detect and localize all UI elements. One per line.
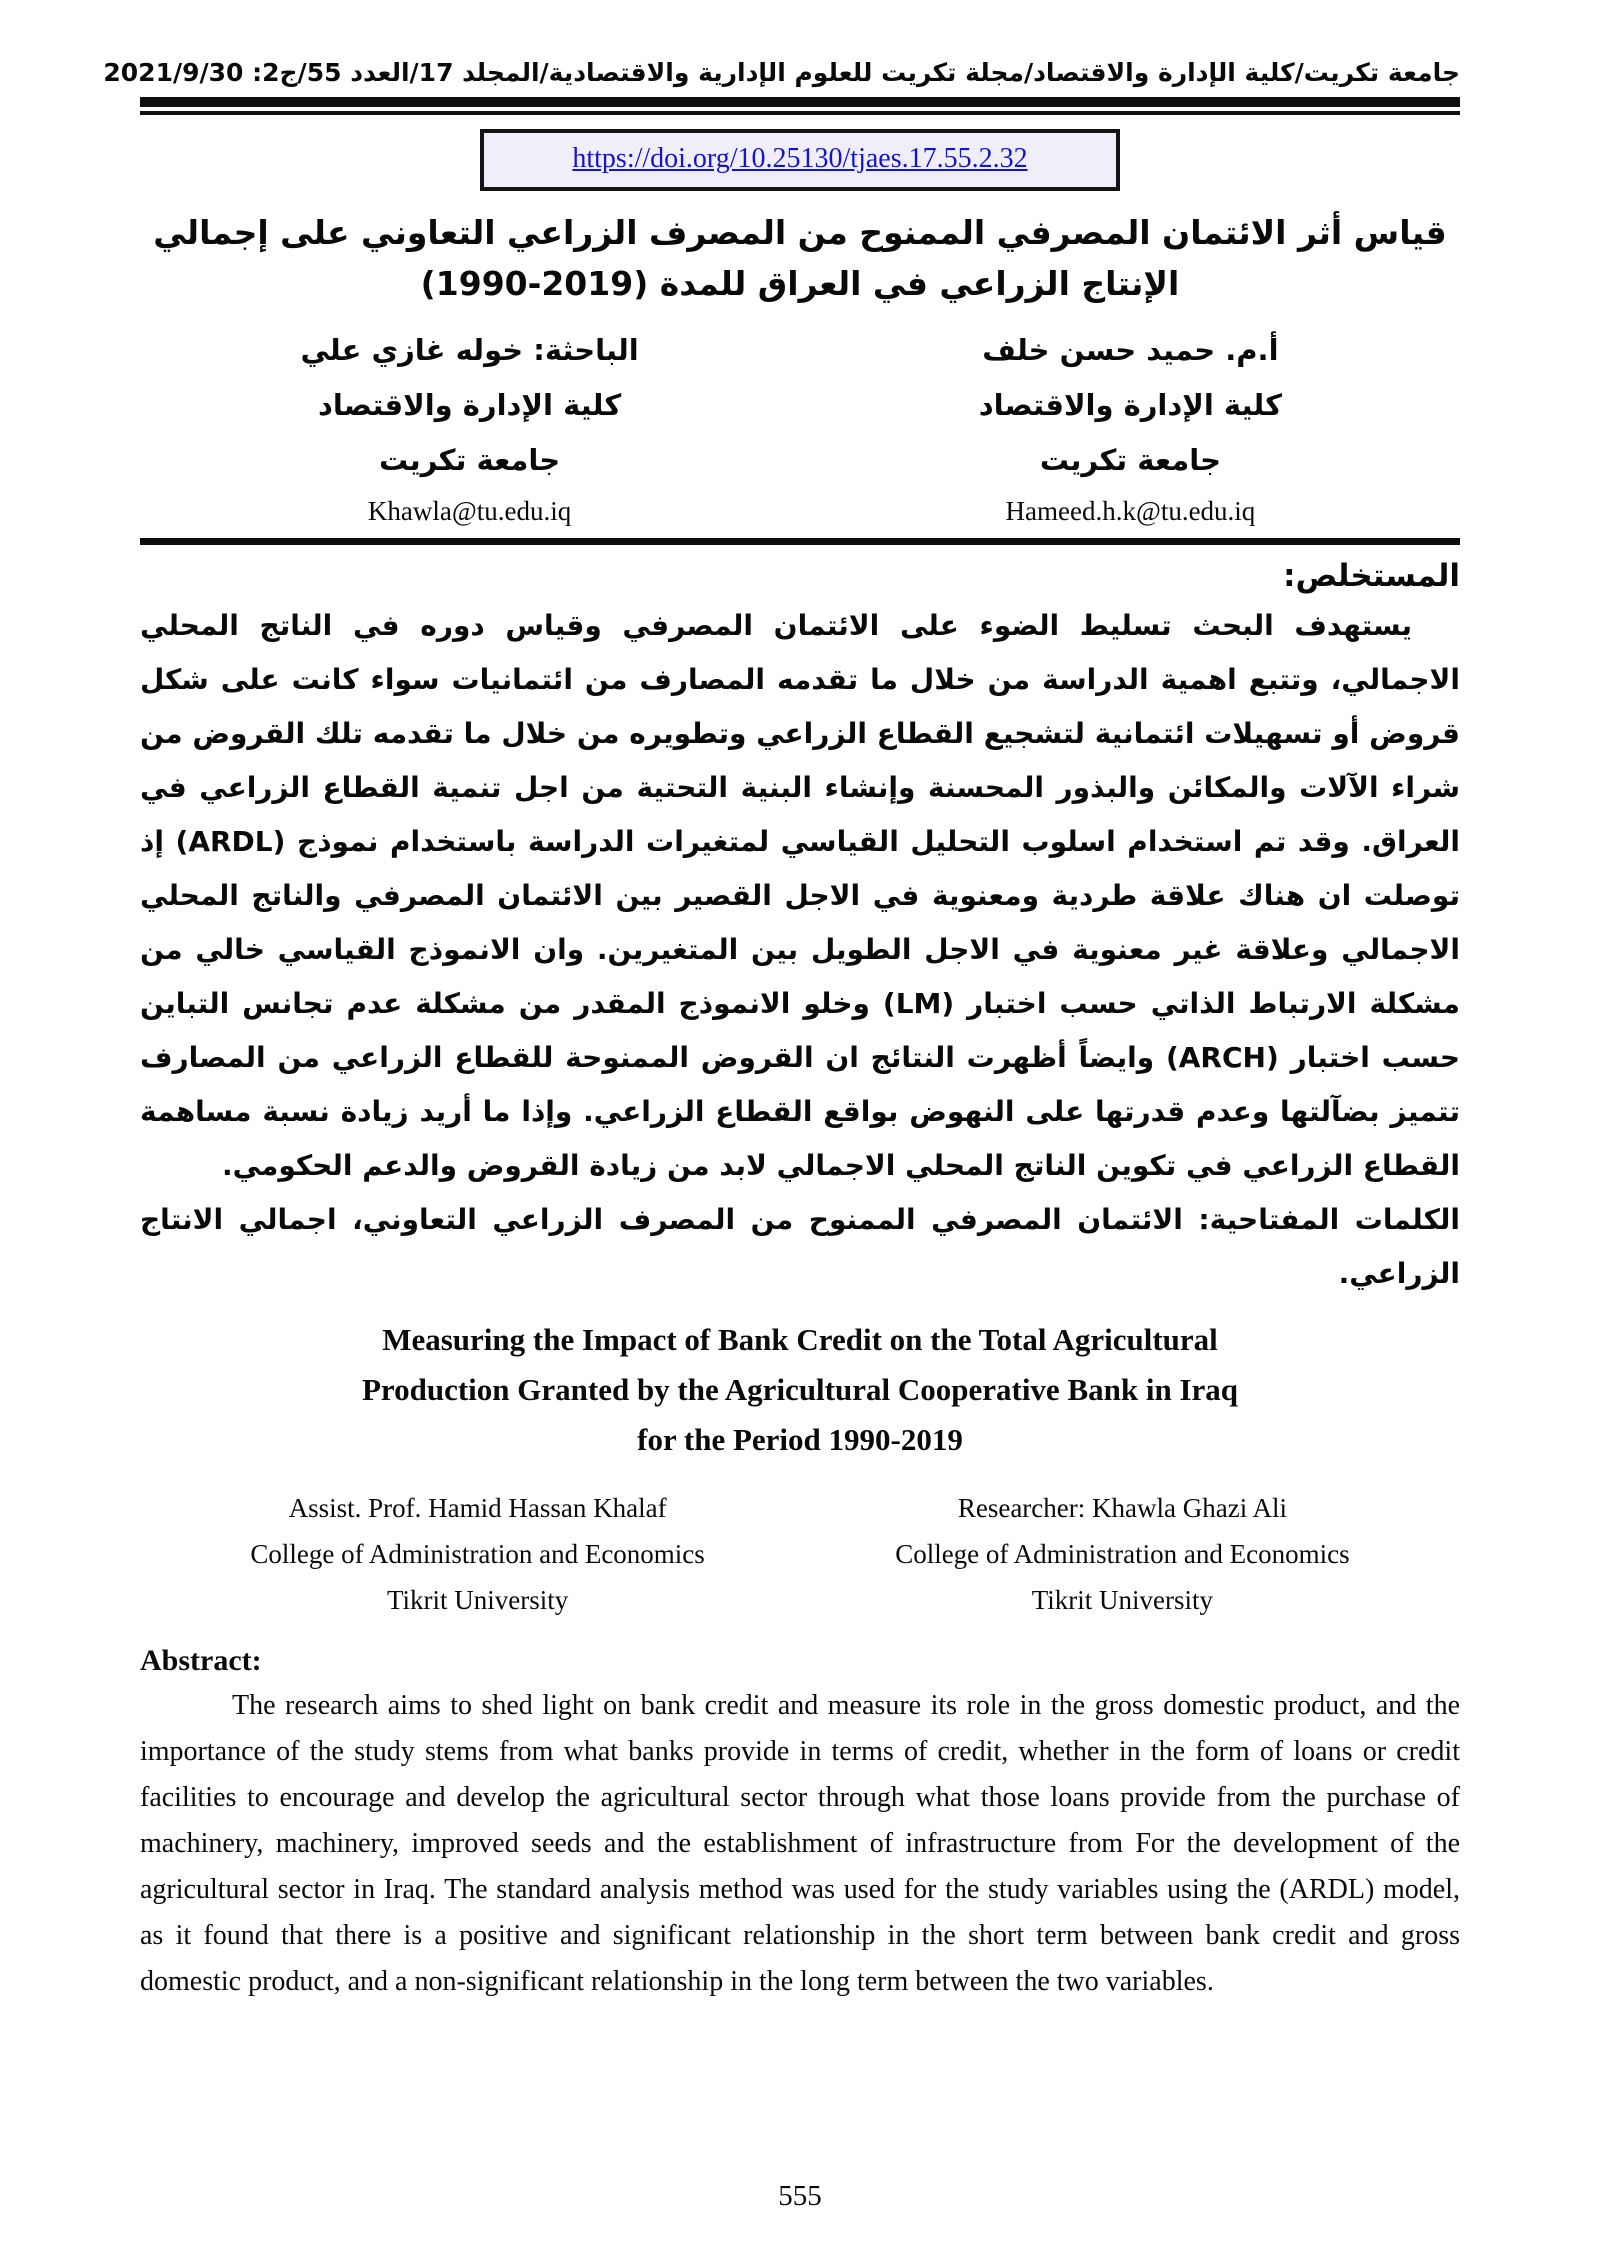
arabic-title [140,207,1460,309]
author-name: Researcher: Khawla Ghazi Ali [957,1493,1287,1524]
author-college: كلية الإدارة والاقتصاد [317,388,622,423]
author-name: أ.م. حميد حسن خلف [982,333,1279,368]
arabic-author-primary [871,323,1390,534]
english-author-primary [180,1485,775,1623]
author-university: Tikrit University [386,1585,569,1616]
english-author-researcher [825,1485,1420,1623]
arabic-abstract-text: يستهدف البحث تسليط الضوء على الائتمان المصرفي وقياس دوره في الناتج المحلي الاجمالي، وتتبع اهمية الدراسة من خلال ما تقدمه المصارف من ائتمانيات سواء كانت على شكل قروض أو تسهيلات ائتمانية لتشجيع القطاع الزراعي وتطويره من خلال ما تقدمه تلك القروض من شراء الآلات والمكائن والبذور المحسنة وإنشاء البنية التحتية من اجل تنمية القطاع الزراعي في العراق. وقد تم استخدام اسلوب التحليل القياسي لمتغيرات الدراسة باستخدام نموذج (ARDL) إذ توصلت ان هناك علاقة طردية ومعنوية في الاجل القصير بين الائتمان المصرفي والناتج المحلي الاجمالي وعلاقة غير معنوية في الاجل الطويل بين المتغيرين. وان الانموذج القياسي خالي من مشكلة الارتباط الذاتي حسب اختبار (LM) وخلو الانموذج المقدر من مشكلة عدم تجانس التباين حسب اختبار (ARCH) وايضاً أظهرت النتائج ان القروض الممنوحة للقطاع الزراعي من المصارف تتميز بضآلتها وعدم قدرتها على النهوض بواقع القطاع الزراعي. وإذا ما أريد زيادة نسبة مساهمة القطاع الزراعي في تكوين الناتج المحلي الاجمالي لابد من زيادة القروض والدعم الحكومي. [140,609,1460,1183]
keywords-text: الائتمان المصرفي الممنوح من المصرف الزراعي التعاوني، اجمالي الانتاج الزراعي. [140,1203,1460,1291]
doi-link[interactable]: https://doi.org/10.25130/tjaes.17.55.2.32 [572,143,1028,174]
english-authors-block [140,1485,1460,1623]
author-email: Hameed.h.k@tu.edu.iq [1005,496,1256,527]
english-abstract-text: The research aims to shed light on bank credit and measure its role in the gross domestic product, and the importance of the study stems from what banks provide in terms of credit, whether in the form of loans or credit facilities to encourage and develop the agricultural sector through what those loans provide from the purchase of machinery, machinery, improved seeds and the establishment of infrastructure from For the development of the agricultural sector in Iraq. The standard analysis method was used for the study variables using the (ARDL) model, as it found that there is a positive and significant relationship in the short term between bank credit and gross domestic product, and a non-significant relationship in the long term between the two variables. [140,1690,1460,1998]
author-college: College of Administration and Economics [250,1539,705,1570]
doi-box [480,129,1120,191]
english-abstract-heading: Abstract: [140,1644,262,1678]
arabic-title-line-2: الإنتاج الزراعي في العراق للمدة (2019-1990) [420,264,1180,304]
english-title-line-1: Measuring the Impact of Bank Credit on the Total Agricultural [382,1322,1218,1358]
author-name: Assist. Prof. Hamid Hassan Khalaf [288,1493,667,1524]
english-title-line-2: Production Granted by the Agricultural Cooperative Bank in Iraq [361,1372,1239,1408]
arabic-abstract-heading: المستخلص: [1283,558,1460,595]
author-university: Tikrit University [1031,1585,1214,1616]
english-title [140,1315,1460,1465]
author-name: الباحثة: خوله غازي علي [300,333,639,368]
author-college: College of Administration and Economics [895,1539,1350,1570]
author-email: Khawla@tu.edu.iq [367,496,572,527]
header-rule [140,97,1460,115]
page-number: 555 [778,2180,822,2212]
arabic-author-researcher [210,323,729,534]
arabic-title-line-1: قياس أثر الائتمان المصرفي الممنوح من المصرف الزراعي التعاوني على إجمالي [153,213,1447,252]
english-title-line-3: for the Period 1990-2019 [637,1422,963,1458]
arabic-keywords [140,1193,1460,1301]
arabic-authors-block [140,323,1460,534]
author-university: جامعة تكريت [379,443,561,478]
keywords-label: الكلمات المفتاحية: [1198,1203,1460,1237]
author-university: جامعة تكريت [1039,443,1221,478]
authors-divider-rule [140,538,1460,545]
journal-header-text: جامعة تكريت/كلية الإدارة والاقتصاد/مجلة تكريت للعلوم الإدارية والاقتصادية/المجلد 17/العدد 55/ج2: 2021/9/30 [103,58,1460,87]
author-college: كلية الإدارة والاقتصاد [978,388,1283,423]
